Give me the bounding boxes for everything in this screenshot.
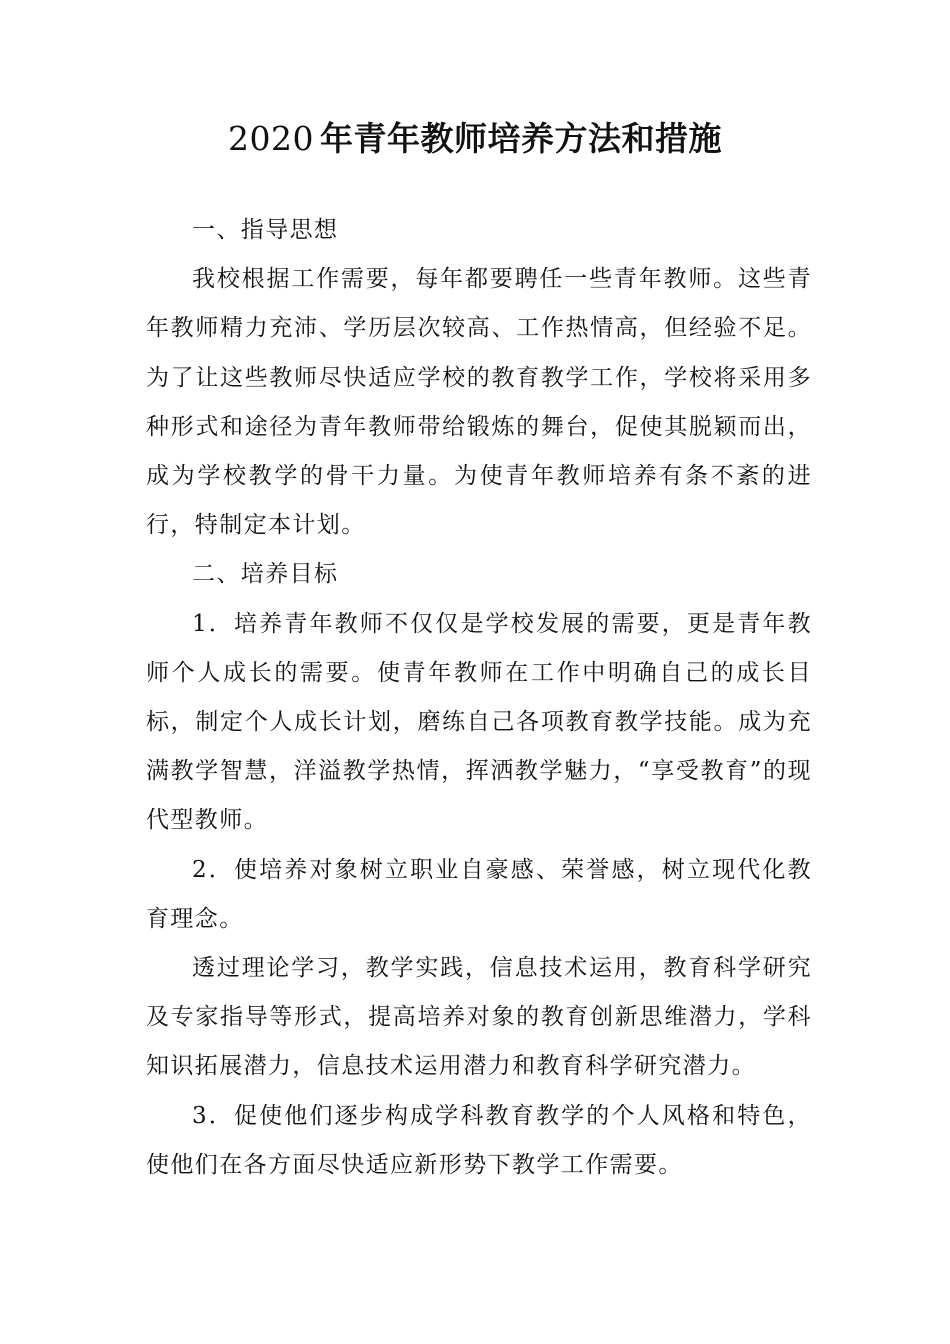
paragraph-goal-2: 2．使培养对象树立职业自豪感、荣誉感，树立现代化教育理念。: [146, 856, 812, 932]
title-text: 年青年教师培养方法和措施: [319, 119, 722, 158]
paragraph-goal-2-detail: 透过理论学习，教学实践，信息技术运用，教育科学研究及专家指导等形式，提高培养对象的教育创新思维潜力，学科知识拓展潜力，信息技术运用潜力和教育科学研究潜力。: [146, 955, 812, 1080]
section-heading-training-goals: 二、培养目标: [192, 561, 339, 588]
section-heading-guiding-idea: 一、指导思想: [192, 217, 339, 243]
document-body: [146, 206, 812, 1190]
document-title: [0, 112, 950, 166]
paragraph-introduction: 我校根据工作需要，每年都要聘任一些青年教师。这些青年教师精力充沛、学历层次较高、工作热情高，但经验不足。为了让这些教师尽快适应学校的教育教学工作，学校将采用多种形式和途径为青年教师带给锻炼的舞台，促使其脱颖而出，成为学校教学的骨干力量。为使青年教师培养有条不紊的进行，特制定本计划。: [146, 266, 812, 539]
paragraph-goal-1: 1．培养青年教师不仅仅是学校发展的需要，更是青年教师个人成长的需要。使青年教师在工作中明确自己的成长目标，制定个人成长计划，磨练自己各项教育教学技能。成为充满教学智慧，洋溢教学热情，挥洒教学魅力，“享受教育”的现代型教师。: [146, 610, 812, 834]
title-year: 2020: [228, 119, 314, 158]
paragraph-goal-3: 3．促使他们逐步构成学科教育教学的个人风格和特色，使他们在各方面尽快适应新形势下教学工作需要。: [146, 1102, 812, 1178]
